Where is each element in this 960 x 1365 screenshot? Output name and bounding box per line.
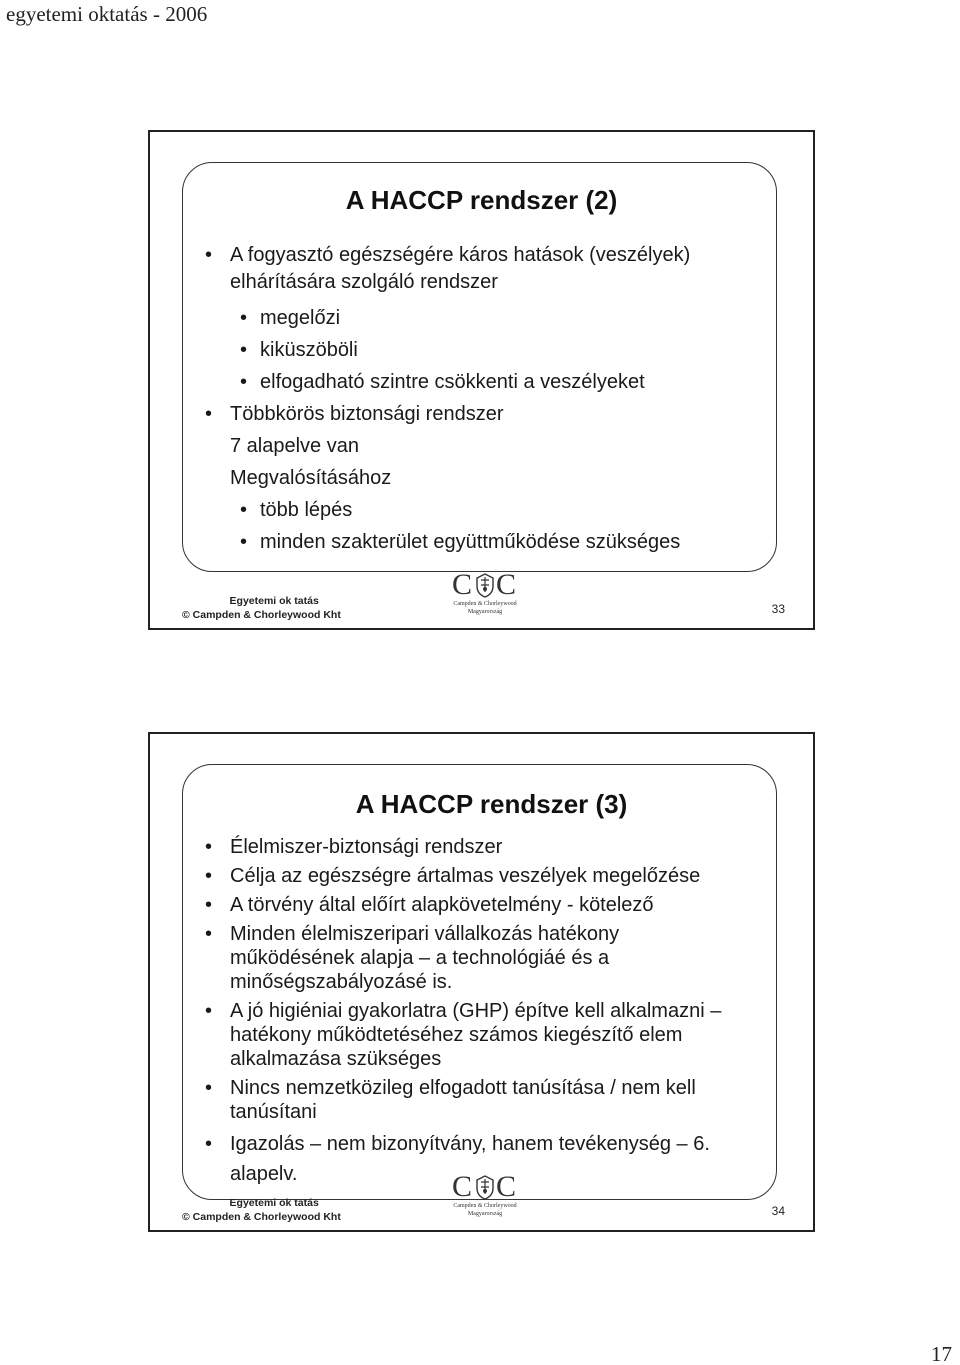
logo-country: Magyarország <box>467 1211 503 1217</box>
logo-letter-c-right: C <box>496 568 519 601</box>
logo-name: Campden & Chorleywood <box>453 1203 517 1209</box>
slide-footer <box>182 594 341 622</box>
list-item: • A fogyasztó egészségére káros hatások (veszélyek) elhárítására szolgáló rendszer <box>230 242 770 296</box>
page-header: egyetemi oktatás - 2006 <box>6 2 208 26</box>
list-item: • A jó higiéniai gyakorlatra (GHP) építve kell alkalmazni – hatékony működtetéséhez számos kiegészítő elem alkalmazása szükséges <box>230 999 775 1071</box>
list-item: • Minden élelmiszeripari vállalkozás hatékony működésének alapja – a technológiáé és a minőségszabályozásé is. <box>230 922 680 994</box>
list-item: • Élelmiszer-biztonsági rendszer <box>230 835 770 859</box>
crest-icon <box>475 1174 495 1200</box>
list-item: • Célja az egészségre ártalmas veszélyek megelőzése <box>230 864 770 888</box>
slide-number: 34 <box>771 1204 785 1218</box>
list-item: • kiküszöböli <box>260 334 770 366</box>
bullet-list <box>230 242 770 558</box>
logo-letter-c-right: C <box>496 1170 519 1203</box>
footer-course: Egyetemi ok tatás <box>229 1197 319 1209</box>
list-item: • több lépés <box>260 494 770 526</box>
list-item: • Többkörös biztonsági rendszer <box>230 398 770 430</box>
page-number: 17 <box>931 1342 952 1365</box>
footer-copyright: © Campden & Chorleywood Kht <box>182 1211 341 1223</box>
list-item: 7 alapelve van <box>230 435 359 457</box>
footer-copyright: © Campden & Chorleywood Kht <box>182 609 341 621</box>
crest-icon <box>475 572 495 598</box>
slide-title: A HACCP rendszer (3) <box>355 789 628 819</box>
slide-footer <box>182 1196 341 1224</box>
slide-title: A HACCP rendszer (2) <box>345 185 618 215</box>
list-item: • elfogadható szintre csökkenti a veszélyeket <box>260 366 770 398</box>
logo-country: Magyarország <box>467 609 503 615</box>
list-item: • Igazolás – nem bizonyítvány, hanem tevékenység – 6. alapelv. <box>230 1129 770 1189</box>
slide-number: 33 <box>771 602 785 616</box>
list-item: • A törvény által előírt alapkövetelmény - kötelező <box>230 893 770 917</box>
slide-33 <box>148 130 815 630</box>
footer-course: Egyetemi ok tatás <box>229 595 319 607</box>
logo-name: Campden & Chorleywood <box>453 601 517 607</box>
slide-34 <box>148 732 815 1232</box>
logo-letter-c-left: C <box>451 1170 474 1203</box>
ccd-logo <box>446 1172 524 1218</box>
list-item: • Nincs nemzetközileg elfogadott tanúsítása / nem kell tanúsítani <box>230 1076 770 1124</box>
bullet-list <box>230 835 775 1194</box>
list-item: • minden szakterület együttműködése szükséges <box>260 526 770 558</box>
logo-letter-c-left: C <box>451 568 474 601</box>
list-item: • megelőzi <box>260 302 770 334</box>
list-item: Megvalósításához <box>230 467 392 489</box>
ccd-logo <box>446 570 524 616</box>
